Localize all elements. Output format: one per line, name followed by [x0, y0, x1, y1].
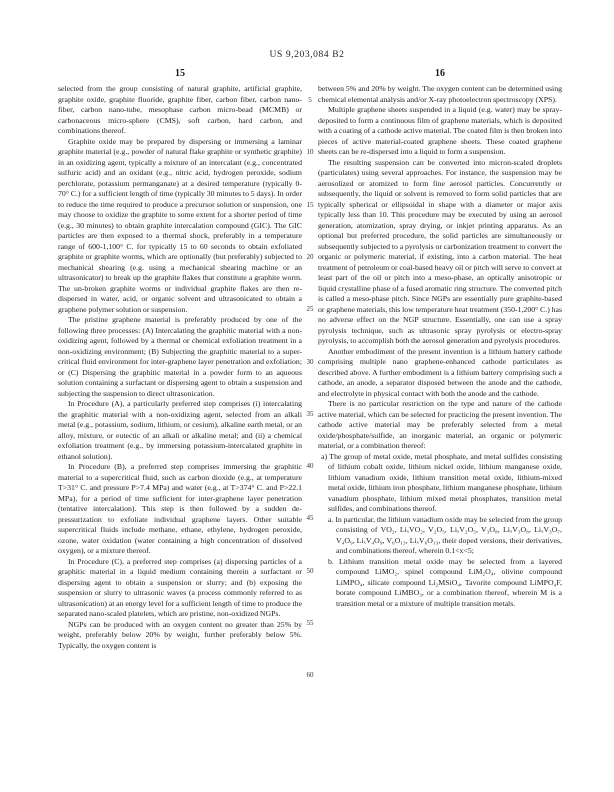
paragraph: NGPs can be produced with an oxygen content no greater than 25% by weight, preferably below 20% by weight, further preferably below 5%. Typically, the oxygen content is	[58, 619, 302, 650]
left-column	[58, 68, 302, 651]
line-number: 5	[308, 96, 312, 104]
paragraph: There is no particular restriction on the type and nature of the cathode active material, which can be selected for practicing the present invention. The cathode active material may be preferably selected from a metal oxide/phosphate/sulfide, an inorganic material, an organic or polymeric material, or a combination thereof:	[318, 399, 562, 450]
paragraph: Another embodiment of the present invention is a lithium battery cathode comprising multiple nano graphene-enhanced cathode particulates as described above. A further embodiment is a lithium battery comprising such a cathode, an anode, a separator disposed between the anode and the cathode, and electrolyte in physical contact with both the anode and the cathode.	[318, 346, 562, 398]
line-number: 15	[306, 200, 314, 209]
paragraph: between 5% and 20% by weight. The oxygen content can be determined using chemical elemental analysis and/or X-ray photoelectron spectroscopy (XPS).	[318, 84, 562, 104]
paragraph: selected from the group consisting of natural graphite, artificial graphite, graphite oxide, graphite fluoride, graphite fiber, carbon fiber, carbon nano-fiber, carbon nano-tube, mesophase carbon micro-bead (MCMB) or carbonaceous micro-sphere (CMS), soft carbon, hard carbon, and combinations thereof.	[58, 84, 302, 135]
paragraph: The resulting suspension can be converted into micron-scaled droplets (particulates) using several approaches. For instance, the suspension may be aerosolized or atomized to form fine aerosol particles. Concurrently or subsequently, the liquid or solvent is removed to form solid particles that are typically spherical or ellipsoidal in shape with a diameter or major axis typically less than 10. This procedure may be executed by using an aerosol generation, atomization, spray drying, or inkjet printing apparatus. As an optional but preferred procedure, the solid particles are simultaneously or subsequently subjected to a pyrolysis or carbonization treatment to convert the organic or polymeric material, if existing, into a carbon material. The heat treatment of petroleum or coal-based heavy oil or pitch will serve to convert at least part of the oil or pitch into a meso-phase, an optically anisotropic or liquid crystalline phase of a fused aromatic ring structure. The converted pitch is called a meso-phase pitch. Since NGPs are essentially pure graphite-based or graphene materials, this low temperature heat treatment (350-1,200° C.) has no adverse effect on the NGP structure. Essentially, one can use a spray pyrolysis technique, such as ultrasonic spray pyrolysis or electro-spray pyrolysis, to accomplish both the aerosol generation and pyrolysis procedures.	[318, 157, 562, 345]
paragraph: a. In particular, the lithium vanadium oxide may be selected from the group consisting of VO₂, LiₓVO₂, V₂O₅, LiₓV₂O₅, V₃O₈, LiₓV₃O₈, LiₓV₃O₇, V₄O₉, LiₓV₄O₉, V₆O₁₃, LiₓV₆O₁₃, their doped versions, their derivatives, and combinations thereof, wherein 0.1<x<5;	[328, 514, 562, 555]
paragraph: Graphite oxide may be prepared by dispersing or immersing a laminar graphite material (e.g., powder of natural flake graphite or synthetic graphite) in an oxidizing agent, typically a mixture of an intercalant (e.g., concentrated sulfuric acid) and an oxidant (e.g., nitric acid, hydrogen peroxide, sodium perchlorate, potassium permanganate) at a desired temperature (typically 0-70° C.) for a sufficient length of time (typically 30 minutes to 5 days). In order to reduce the time required to produce a precursor solution or suspension, one may choose to oxidize the graphite to some extent for a shorter period of time (e.g., 30 minutes) to obtain graphite intercalation compound (GIC). The GIC particles are then exposed to a thermal shock, preferably in a temperature range of 600-1,100° C. for typically 15 to 60 seconds to obtain exfoliated graphite or graphite worms, which are optionally (but preferably) subjected to mechanical shearing (e.g. using a mechanical shearing machine or an ultrasonicator) to break up the graphite flakes that constitute a graphite worm. The un-broken graphite worms or individual graphite flakes are then re-dispersed in water, acid, or organic solvent and ultrasonicated to obtain a graphene polymer solution or suspension.	[58, 136, 302, 314]
right-column	[318, 68, 562, 609]
left-column-text	[58, 84, 302, 651]
paragraph: In Procedure (A), a particularly preferred step comprises (i) intercalating the graphitic material with a non-oxidizing agent, selected from an alkali metal (e.g., potassium, sodium, lithium, or cesium), alkaline earth metal, or an alloy, mixture, or eutectic of an alkali or alkaline metal; and (ii) a chemical exfoliation treatment (e.g., by immersing potassium-intercalated graphite in ethanol solution).	[58, 399, 302, 461]
line-number: 45	[306, 514, 314, 523]
paragraph: b. Lithium transition metal oxide may be selected from a layered compound LiMO₂, spinel compound LiM₂O₄, olivine compound LiMPO₄, silicate compound Li₂MSiO₄, Tavorite compound LiMPO₄F, borate compound LiMBO₃, or a combination thereof, wherein M is a transition metal or a mixture of multiple transition metals.	[328, 556, 562, 608]
line-number: 30	[306, 357, 314, 366]
line-number: 50	[306, 566, 314, 575]
page-body	[0, 60, 614, 768]
paragraph: In Procedure (B), a preferred step comprises immersing the graphitic material to a supercritical fluid, such as carbon dioxide (e.g., at temperature T>31° C. and pressure P>7.4 MPa) and water (e.g., at T>374° C. and P>22.1 MPa), for a period of time sufficient for inter-graphene layer penetration (tentative intercalation). This step is then followed by a sudden de-pressurization to exfoliate individual graphene layers. Other suitable supercritical fluids include methane, ethane, ethylene, hydrogen peroxide, ozone, water oxidation (water containing a high concentration of dissolved oxygen), or a mixture thereof.	[58, 462, 302, 555]
left-column-number: 15	[175, 68, 185, 79]
line-number: 60	[306, 671, 314, 680]
paragraph: The pristine graphene material is preferably produced by one of the following three processes: (A) Intercalating the graphitic material with a non-oxidizing agent, followed by a thermal or chemical exfoliation treatment in a non-oxidizing environment; (B) Subjecting the graphitic material to a super-critical fluid environment for inter-graphene layer penetration and exfoliation; or (C) Dispersing the graphitic material in a powder form to an aqueous solution containing a surfactant or dispersing agent to obtain a suspension and subjecting the suspension to direct ultrasonication.	[58, 315, 302, 398]
line-number: 35	[306, 409, 314, 418]
line-number: 10	[306, 148, 314, 157]
line-number: 40	[306, 462, 314, 471]
line-number-gutter	[302, 68, 318, 768]
right-column-number: 16	[435, 68, 445, 79]
patent-number-header: US 9,203,084 B2	[269, 50, 345, 60]
line-number: 55	[306, 619, 314, 627]
paragraph: a) The group of metal oxide, metal phosphate, and metal sulfides consisting of lithium cobalt oxide, lithium nickel oxide, lithium manganese oxide, lithium vanadium oxide, lithium transition metal oxide, lithium-mixed metal oxide, lithium iron phosphate, lithium manganese phosphate, lithium vanadium phosphate, lithium mixed metal phosphates, transition metal sulfides, and combinations thereof.	[321, 451, 562, 513]
line-number: 20	[306, 252, 314, 261]
right-column-text	[318, 84, 562, 609]
paragraph: Multiple graphene sheets suspended in a liquid (e.g. water) may be spray-deposited to form a continuous film of graphene materials, which is deposited with a coating of a cathode active material. The coated film is then broken into pieces of active material-coated graphene sheets. These coated graphene sheets can be re-dispersed into a liquid to form a suspension.	[318, 105, 562, 156]
line-number: 25	[306, 305, 314, 314]
paragraph: In Procedure (C), a preferred step comprises (a) dispersing particles of a graphitic material in a liquid medium containing therein a surfactant or dispersing agent to obtain a suspension or slurry; and (b) exposing the suspension or slurry to ultrasonic waves (a process commonly referred to as ultrasonication) at an energy level for a sufficient length of time to produce the separated nano-scaled platelets, which are pristine, non-oxidized NGPs.	[58, 556, 302, 618]
